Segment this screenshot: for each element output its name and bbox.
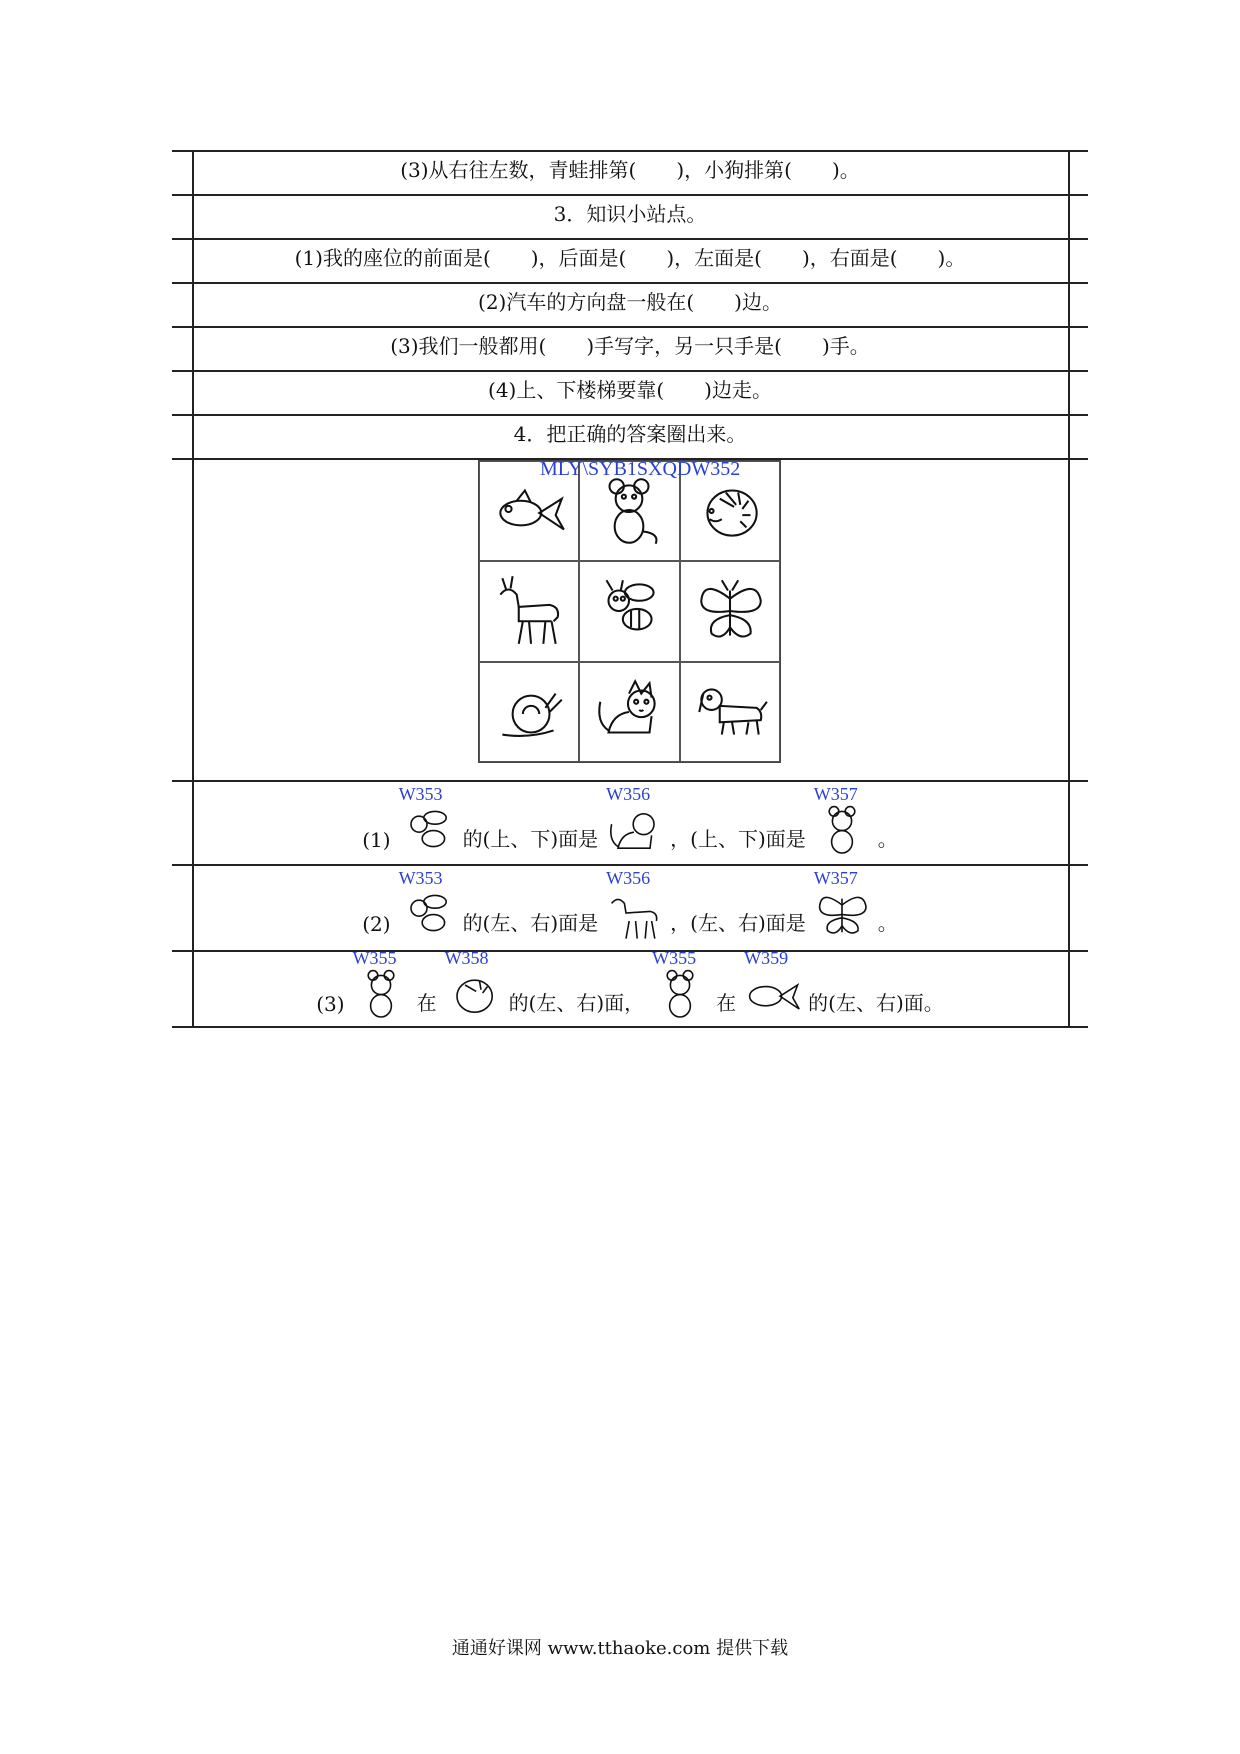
table-rule xyxy=(172,238,1088,240)
question-4-title: 4．把正确的答案圈出来。 xyxy=(513,422,747,446)
image-tag: W358 xyxy=(444,948,489,968)
question-2-3: (3)从右往左数，青蛙排第( )，小狗排第( )。 xyxy=(400,158,860,182)
image-tag: W353 xyxy=(398,868,443,888)
table-rule xyxy=(172,282,1088,284)
image-tag: W359 xyxy=(744,948,789,968)
mouse-icon xyxy=(648,964,712,1022)
q4-1-end: 。 xyxy=(877,827,898,851)
q4-2-goat xyxy=(602,868,666,942)
q4-1-text-2: ，(上、下)面是 xyxy=(670,827,806,851)
grid-cell xyxy=(579,561,679,661)
animal-grid xyxy=(478,460,781,763)
q4-2-number: (2) xyxy=(362,912,391,936)
q4-1-bee xyxy=(395,784,459,858)
table-rule xyxy=(172,864,1088,866)
fish-icon xyxy=(740,964,804,1022)
question-4-3 xyxy=(194,948,1066,1022)
cat-icon xyxy=(602,800,666,858)
table-rule xyxy=(172,150,1088,152)
table-rule xyxy=(172,370,1088,372)
q4-2-text-1: 的(左、右)面是 xyxy=(462,911,599,935)
hedgehog-icon xyxy=(441,964,505,1022)
question-3-2: (2)汽车的方向盘一般在( )边。 xyxy=(478,290,782,314)
table-rule xyxy=(172,414,1088,416)
q4-3-fish xyxy=(740,948,804,1022)
q4-2-end: 。 xyxy=(877,911,898,935)
question-4-1 xyxy=(194,786,1066,858)
image-tag: W356 xyxy=(606,784,651,804)
question-3-title: 3．知识小站点。 xyxy=(553,202,707,226)
bee-icon xyxy=(395,884,459,942)
q4-3-text-face: 的(左、右)面， xyxy=(508,991,645,1015)
table-rule xyxy=(172,194,1088,196)
q4-3-text-face-2: 的(左、右)面。 xyxy=(808,991,944,1015)
q4-3-mouse-2 xyxy=(648,948,712,1022)
goat-icon xyxy=(488,570,570,652)
snail-icon xyxy=(488,671,570,753)
table-rule xyxy=(172,326,1088,328)
image-tag: W357 xyxy=(813,784,858,804)
question-3-3: (3)我们一般都用( )手写字，另一只手是( )手。 xyxy=(390,334,870,358)
grid-cell xyxy=(479,561,579,661)
grid-cell xyxy=(579,662,679,762)
question-4-2 xyxy=(194,870,1066,942)
footer-text: 通通好课网 www.tthaoke.com 提供下载 xyxy=(451,1638,789,1659)
q4-3-hedgehog xyxy=(441,948,505,1022)
cat-icon xyxy=(588,671,670,753)
table-rule xyxy=(172,950,1088,952)
q4-2-butterfly xyxy=(810,868,874,942)
q4-1-mouse xyxy=(810,784,874,858)
mouse-icon xyxy=(349,964,413,1022)
q4-1-number: (1) xyxy=(362,828,391,852)
mouse-icon xyxy=(588,470,670,552)
mouse-icon xyxy=(810,800,874,858)
q4-3-text-in-2: 在 xyxy=(716,991,737,1015)
grid-cell xyxy=(479,662,579,762)
bee-icon xyxy=(395,800,459,858)
goat-icon xyxy=(602,884,666,942)
q4-3-number: (3) xyxy=(316,992,345,1016)
image-tag: W357 xyxy=(813,868,858,888)
grid-cell xyxy=(680,662,780,762)
question-3-1: (1)我的座位的前面是( )，后面是( )，左面是( )，右面是( )。 xyxy=(294,246,966,270)
watermark-label: MLY\SYB1SXQDW352 xyxy=(540,458,741,480)
bee-icon xyxy=(588,570,670,652)
image-tag: W356 xyxy=(606,868,651,888)
q4-2-text-2: ，(左、右)面是 xyxy=(670,911,806,935)
butterfly-icon xyxy=(810,884,874,942)
butterfly-icon xyxy=(689,570,771,652)
table-rule xyxy=(172,1026,1088,1028)
dog-icon xyxy=(689,671,771,753)
image-tag: W353 xyxy=(398,784,443,804)
image-tag: W355 xyxy=(352,948,397,968)
question-3-4: (4)上、下楼梯要靠( )边走。 xyxy=(488,378,772,402)
hedgehog-icon xyxy=(689,470,771,552)
image-tag: W355 xyxy=(652,948,697,968)
q4-3-text-in: 在 xyxy=(416,991,437,1015)
fish-icon xyxy=(488,470,570,552)
q4-2-bee xyxy=(395,868,459,942)
table-rule xyxy=(172,780,1088,782)
table-border-right xyxy=(1068,150,1070,1028)
q4-1-text-1: 的(上、下)面是 xyxy=(462,827,599,851)
q4-3-mouse xyxy=(349,948,413,1022)
q4-1-cat xyxy=(602,784,666,858)
grid-cell xyxy=(680,561,780,661)
